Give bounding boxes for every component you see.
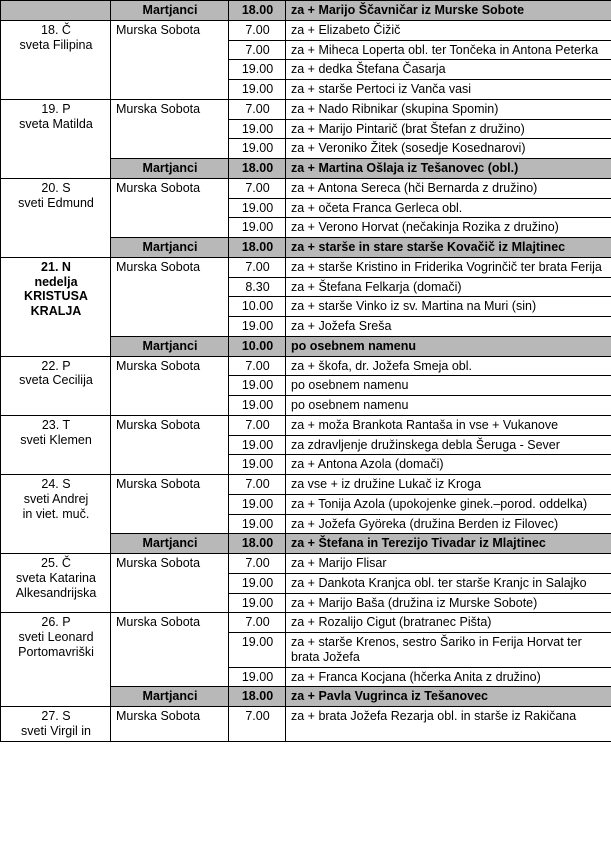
time-cell: 7.00 [229, 707, 286, 742]
time-cell: 19.00 [229, 317, 286, 337]
time-cell: 7.00 [229, 554, 286, 574]
table-row [1, 1, 611, 21]
intention-cell: za + Rozalijo Cigut (bratranec Pišta) [286, 613, 611, 633]
intention-cell: za + Jožefa Györeka (družina Berden iz Filovec) [286, 514, 611, 534]
intention-cell: za + starše Pertoci iz Vanča vasi [286, 80, 611, 100]
intention-cell: za + moža Brankota Rantaša in vse + Vukanove [286, 415, 611, 435]
place-cell: Martjanci [111, 238, 229, 258]
time-cell: 19.00 [229, 376, 286, 396]
place-cell: Murska Sobota [111, 554, 229, 613]
table-row [1, 613, 611, 633]
day-line: 22. P [41, 358, 71, 373]
time-cell: 7.00 [229, 99, 286, 119]
day-line: sveta Katarina [16, 570, 96, 585]
intention-cell: za + Marijo Baša (družina iz Murske Sobote) [286, 593, 611, 613]
place-cell: Martjanci [111, 159, 229, 179]
time-cell: 19.00 [229, 198, 286, 218]
intention-cell: za + Marijo Flisar [286, 554, 611, 574]
intention-cell: za + Veroniko Žitek (sosedje Kosednarovi) [286, 139, 611, 159]
time-cell: 19.00 [229, 119, 286, 139]
time-cell: 10.00 [229, 336, 286, 356]
day-cell [1, 1, 111, 21]
time-cell: 7.00 [229, 40, 286, 60]
time-cell: 19.00 [229, 667, 286, 687]
day-line: KRALJA [30, 304, 82, 318]
place-cell: Murska Sobota [111, 257, 229, 336]
time-cell: 7.00 [229, 415, 286, 435]
day-line: 21. N [41, 259, 71, 274]
day-line: sveta Cecilija [19, 373, 93, 388]
time-cell: 19.00 [229, 573, 286, 593]
time-cell: 19.00 [229, 435, 286, 455]
day-cell [1, 99, 111, 178]
time-cell: 7.00 [229, 475, 286, 495]
day-line: 23. T [41, 417, 71, 432]
time-cell: 7.00 [229, 356, 286, 376]
time-cell: 7.00 [229, 178, 286, 198]
day-line: 26. P [41, 615, 71, 630]
day-line: 25. Č [41, 556, 71, 570]
intention-cell: za + starše Krenos, sestro Šariko in Ferija Horvat ter brata Jožefa [286, 633, 611, 668]
day-cell [1, 554, 111, 613]
time-cell: 18.00 [229, 687, 286, 707]
place-cell: Martjanci [111, 336, 229, 356]
day-cell [1, 20, 111, 99]
intention-cell: za + starše in stare starše Kovačič iz Mlajtinec [286, 238, 611, 258]
table-row [1, 707, 611, 742]
place-cell: Murska Sobota [111, 20, 229, 99]
day-line: sveti Andrej [23, 491, 89, 506]
intention-cell: za + Elizabeto Čižič [286, 20, 611, 40]
intention-cell: za + Antona Sereca (hči Bernarda z družino) [286, 178, 611, 198]
day-line: sveta Filipina [19, 37, 93, 52]
day-line: 27. S [41, 709, 71, 723]
place-cell: Martjanci [111, 534, 229, 554]
day-line: sveta Matilda [19, 116, 93, 131]
intention-cell: za + Marijo Pintarič (brat Štefan z družino) [286, 119, 611, 139]
day-line: in viet. muč. [22, 506, 90, 521]
day-line: 20. S [41, 180, 71, 195]
intention-cell: za + Miheca Loperta obl. ter Tončeka in Antona Peterka [286, 40, 611, 60]
schedule-body [1, 1, 611, 742]
place-cell: Murska Sobota [111, 475, 229, 534]
intention-cell: za + Nado Ribnikar (skupina Spomin) [286, 99, 611, 119]
intention-cell: za + škofa, dr. Jožefa Smeja obl. [286, 356, 611, 376]
intention-cell: za + Jožefa Sreša [286, 317, 611, 337]
day-cell [1, 178, 111, 257]
time-cell: 7.00 [229, 257, 286, 277]
time-cell: 18.00 [229, 1, 286, 21]
time-cell: 18.00 [229, 534, 286, 554]
day-cell [1, 613, 111, 707]
intention-cell: za + Pavla Vugrinca iz Tešanovec [286, 687, 611, 707]
intention-cell: za + Verono Horvat (nečakinja Rozika z družino) [286, 218, 611, 238]
day-line: 18. Č [41, 22, 71, 37]
intention-cell: za + Tonija Azola (upokojenke ginek.–porod. oddelka) [286, 494, 611, 514]
day-cell [1, 356, 111, 415]
time-cell: 19.00 [229, 514, 286, 534]
time-cell: 18.00 [229, 238, 286, 258]
time-cell: 19.00 [229, 139, 286, 159]
intention-cell: za + Franca Kocjana (hčerka Anita z družino) [286, 667, 611, 687]
day-line: sveti Edmund [18, 195, 94, 210]
place-cell: Murska Sobota [111, 356, 229, 415]
intention-cell: za + Martina Ošlaja iz Tešanovec (obl.) [286, 159, 611, 179]
place-cell: Murska Sobota [111, 707, 229, 742]
intention-cell: za + Antona Azola (domači) [286, 455, 611, 475]
intention-cell: za + Štefana in Terezijo Tivadar iz Mlajtinec [286, 534, 611, 554]
day-cell [1, 707, 111, 742]
table-row [1, 475, 611, 495]
day-cell [1, 415, 111, 474]
day-line: 24. S [41, 477, 71, 491]
time-cell: 8.30 [229, 277, 286, 297]
day-line: 19. P [41, 101, 71, 116]
time-cell: 7.00 [229, 613, 286, 633]
place-cell: Murska Sobota [111, 99, 229, 158]
intention-cell: za vse + iz družine Lukač iz Kroga [286, 475, 611, 495]
time-cell: 19.00 [229, 396, 286, 416]
place-cell: Martjanci [111, 1, 229, 21]
time-cell: 19.00 [229, 455, 286, 475]
day-line: sveti Virgil in [21, 723, 91, 738]
intention-cell: za + brata Jožefa Rezarja obl. in starše iz Rakičana [286, 707, 611, 742]
intention-cell: po osebnem namenu [286, 336, 611, 356]
day-line: nedelja [34, 274, 78, 289]
intention-cell: za + starše Vinko iz sv. Martina na Muri (sin) [286, 297, 611, 317]
place-cell: Murska Sobota [111, 415, 229, 474]
intention-cell: za zdravljenje družinskega debla Šeruga - Sever [286, 435, 611, 455]
day-line: sveti Klemen [20, 432, 92, 447]
day-cell [1, 257, 111, 356]
day-cell [1, 475, 111, 554]
table-row [1, 356, 611, 376]
intention-cell: za + očeta Franca Gerleca obl. [286, 198, 611, 218]
intention-cell: za + dedka Štefana Časarja [286, 60, 611, 80]
intention-cell: po osebnem namenu [286, 396, 611, 416]
time-cell: 19.00 [229, 218, 286, 238]
place-cell: Murska Sobota [111, 178, 229, 237]
intention-cell: za + Dankota Kranjca obl. ter starše Kranjc in Salajko [286, 573, 611, 593]
table-row [1, 554, 611, 574]
time-cell: 19.00 [229, 60, 286, 80]
day-line: sveti Leonard [18, 630, 94, 644]
time-cell: 18.00 [229, 159, 286, 179]
time-cell: 19.00 [229, 80, 286, 100]
intention-cell: za + Štefana Felkarja (domači) [286, 277, 611, 297]
time-cell: 10.00 [229, 297, 286, 317]
time-cell: 19.00 [229, 494, 286, 514]
table-row [1, 20, 611, 40]
intention-cell: za + Marijo Ščavničar iz Murske Sobote [286, 1, 611, 21]
time-cell: 19.00 [229, 633, 286, 668]
day-line: KRISTUSA [24, 289, 88, 304]
intention-cell: po osebnem namenu [286, 376, 611, 396]
table-row [1, 99, 611, 119]
day-line: Alkesandrijska [15, 585, 97, 600]
intention-cell: za + starše Kristino in Friderika Vogrinčič ter brata Ferija [286, 257, 611, 277]
table-row [1, 257, 611, 277]
time-cell: 19.00 [229, 593, 286, 613]
table-row [1, 415, 611, 435]
time-cell: 7.00 [229, 20, 286, 40]
table-row [1, 178, 611, 198]
day-line: Portomavriški [18, 644, 94, 659]
place-cell: Murska Sobota [111, 613, 229, 687]
place-cell: Martjanci [111, 687, 229, 707]
